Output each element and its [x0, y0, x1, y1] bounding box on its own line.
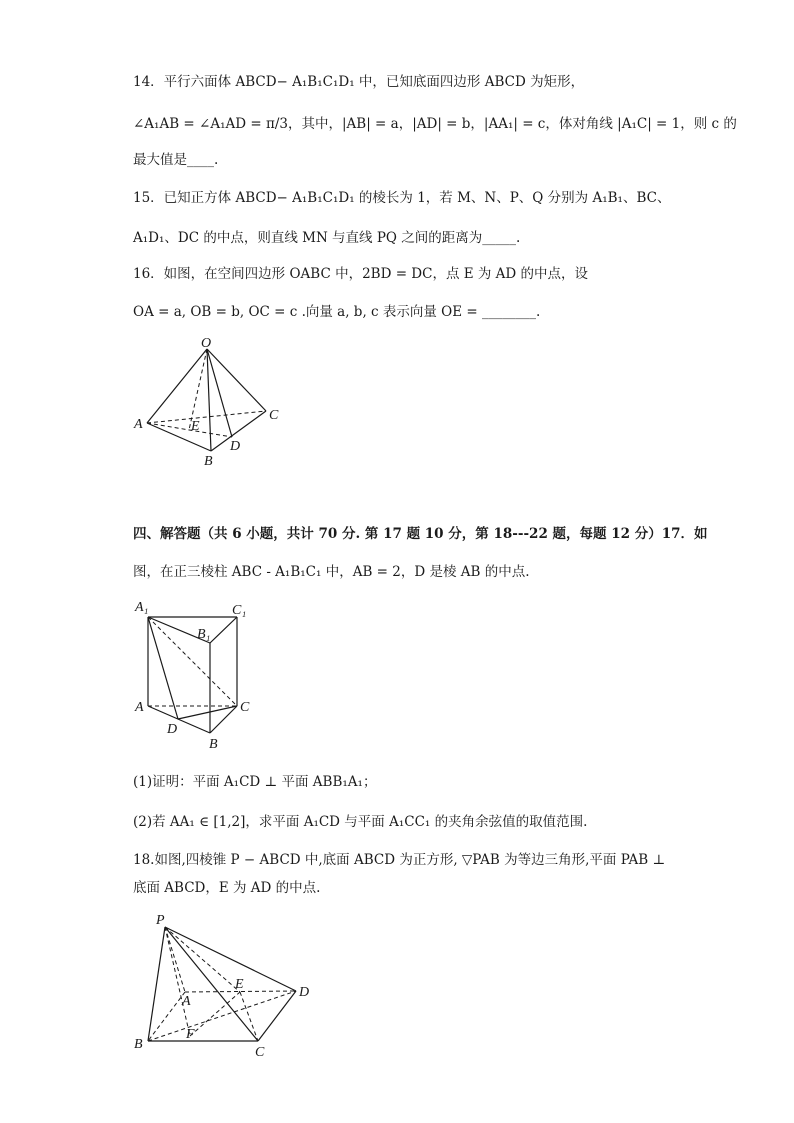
q17-part2: (2)若 AA₁ ∈ [1,2]，求平面 A₁CD 与平面 A₁CC₁ 的夹角余弦值的取值范围.	[133, 814, 588, 830]
q17-label-C: C	[240, 700, 250, 715]
q18-line1: 18.如图,四棱锥 P − ABCD 中,底面 ABCD 为正方形, ▽PAB 为等边三角形,平面 PAB ⊥	[133, 852, 666, 868]
q18-line2: 底面 ABCD，E 为 AD 的中点.	[133, 880, 321, 896]
q17-label-C1: C₁	[232, 603, 247, 618]
q18-label-B: B	[134, 1037, 143, 1052]
section4-line1: 四、解答题（共 6 小题，共计 70 分. 第 17 题 10 分，第 18---22 题，每题 12 分）17．如	[133, 526, 708, 542]
q18-label-E: E	[235, 977, 244, 992]
section4-line2: 图，在正三棱柱 ABC - A₁B₁C₁ 中，AB = 2，D 是棱 AB 的中点.	[133, 564, 530, 580]
q18-label-C: C	[255, 1045, 265, 1060]
q16-label-A: A	[134, 417, 143, 432]
q14-line1: 14．平行六面体 ABCD− A₁B₁C₁D₁ 中，已知底面四边形 ABCD 为矩形，	[133, 74, 585, 90]
q15-line2: A₁D₁、DC 的中点，则直线 MN 与直线 PQ 之间的距离为_____.	[133, 230, 521, 246]
q15-line1: 15．已知正方体 ABCD− A₁B₁C₁D₁ 的棱长为 1，若 M、N、P、Q 分别为 A₁B₁、BC、	[133, 190, 671, 206]
q18-label-F: F	[186, 1027, 195, 1042]
q16-label-C: C	[269, 408, 279, 423]
q16-line1: 16．如图，在空间四边形 OABC 中，2BD = DC，点 E 为 AD 的中点，设	[133, 266, 589, 282]
q17-label-D: D	[167, 722, 178, 737]
q16-label-E: E	[191, 419, 200, 434]
q14-line3: 最大值是____.	[133, 152, 219, 168]
q18-label-A: A	[182, 994, 191, 1009]
q18-label-D: D	[299, 985, 310, 1000]
q17-label-B: B	[209, 737, 218, 752]
q18-label-P: P	[156, 913, 165, 928]
q17-label-A1: A₁	[135, 600, 149, 615]
q16-label-B: B	[204, 454, 213, 469]
q17-part1: (1)证明：平面 A₁CD ⊥ 平面 ABB₁A₁；	[133, 774, 377, 790]
q17-label-A: A	[135, 700, 144, 715]
q14-line2: ∠A₁AB = ∠A₁AD = π/3，其中，|AB| = a，|AD| = b，|AA₁| = c，体对角线 |A₁C| = 1，则 c 的	[133, 116, 737, 132]
q17-label-B1: B₁	[197, 627, 211, 642]
q16-label-D: D	[230, 439, 241, 454]
q16-line2: OA = a, OB = b, OC = c .向量 a, b, c 表示向量 OE = ________.	[133, 304, 541, 320]
q16-label-O: O	[201, 336, 212, 351]
